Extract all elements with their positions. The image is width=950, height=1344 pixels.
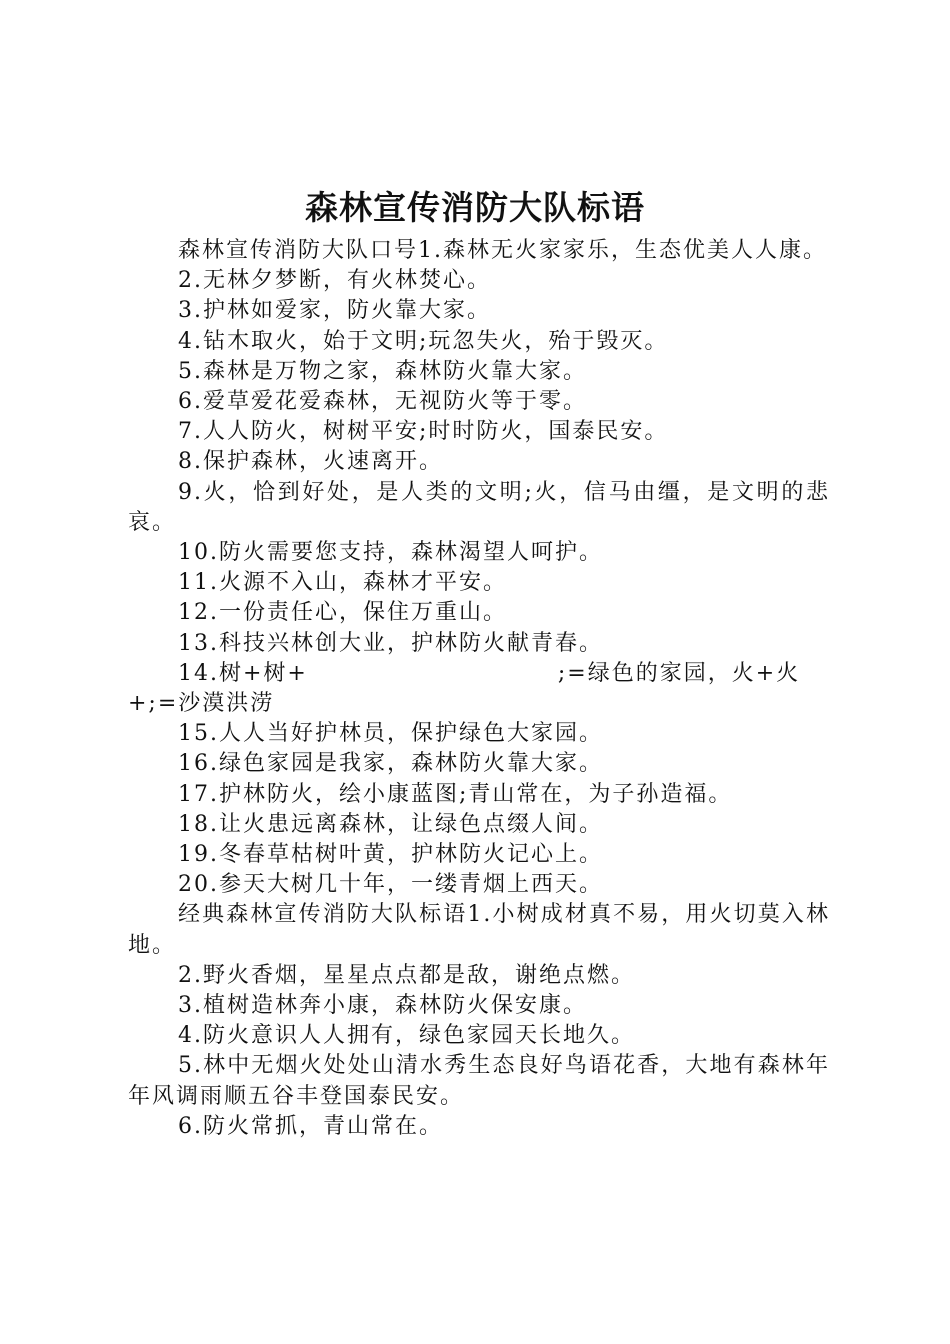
paragraph: 7.人人防火，树树平安;时时防火，国泰民安。 bbox=[178, 419, 669, 445]
paragraph: 5.森林是万物之家，森林防火靠大家。 bbox=[178, 358, 587, 384]
paragraph: 6.防火常抓，青山常在。 bbox=[178, 1113, 443, 1139]
document-title: 森林宣传消防大队标语 bbox=[305, 188, 645, 227]
paragraph: 2.野火香烟，星星点点都是敌，谢绝点燃。 bbox=[178, 962, 635, 988]
paragraph: 9.火，恰到好处，是人类的文明;火，信马由缰，是文明的悲哀。 bbox=[128, 479, 830, 535]
paragraph: 3.护林如爱家，防火靠大家。 bbox=[178, 298, 491, 324]
paragraph: 10.防火需要您支持，森林渴望人呵护。 bbox=[178, 540, 603, 566]
paragraph: 6.爱草爱花爱森林，无视防火等于零。 bbox=[178, 389, 587, 415]
paragraph: 8.保护森林，火速离开。 bbox=[178, 449, 443, 475]
slogan-14-part-b: ;=绿色的家园，火+火+;=沙漠洪涝 bbox=[128, 660, 801, 717]
paragraph: 13.科技兴林创大业，护林防火献青春。 bbox=[178, 630, 603, 656]
paragraph: 5.林中无烟火处处山清水秀生态良好鸟语花香，大地有森林年年风调雨顺五谷丰登国泰民安。 bbox=[128, 1053, 830, 1109]
paragraph: 15.人人当好护林员，保护绿色大家园。 bbox=[178, 721, 603, 747]
paragraph: 20.参天大树几十年，一缕青烟上西天。 bbox=[178, 872, 603, 898]
paragraph-slogan-14 bbox=[128, 659, 830, 719]
paragraph: 12.一份责任心，保住万重山。 bbox=[178, 600, 507, 626]
paragraph: 11.火源不入山，森林才平安。 bbox=[178, 570, 507, 596]
paragraph: 3.植树造林奔小康，森林防火保安康。 bbox=[178, 993, 587, 1019]
paragraph: 17.护林防火，绘小康蓝图;青山常在，为子孙造福。 bbox=[178, 781, 733, 807]
slogan-14-part-a: 14.树+树+ bbox=[178, 660, 308, 686]
paragraph: 2.无林夕梦断，有火林焚心。 bbox=[178, 268, 491, 294]
paragraph: 森林宣传消防大队口号1.森林无火家家乐，生态优美人人康。 bbox=[178, 238, 827, 263]
paragraph: 经典森林宣传消防大队标语1.小树成材真不易，用火切莫入林地。 bbox=[128, 902, 830, 958]
document-body bbox=[128, 236, 830, 1142]
paragraph: 16.绿色家园是我家，森林防火靠大家。 bbox=[178, 751, 603, 777]
paragraph: 18.让火患远离森林，让绿色点缀人间。 bbox=[178, 811, 603, 837]
paragraph: 4.防火意识人人拥有，绿色家园天长地久。 bbox=[178, 1023, 635, 1049]
paragraph: 4.钻木取火，始于文明;玩忽失火，殆于毁灭。 bbox=[178, 328, 669, 354]
paragraph: 19.冬春草枯树叶黄，护林防火记心上。 bbox=[178, 842, 603, 868]
